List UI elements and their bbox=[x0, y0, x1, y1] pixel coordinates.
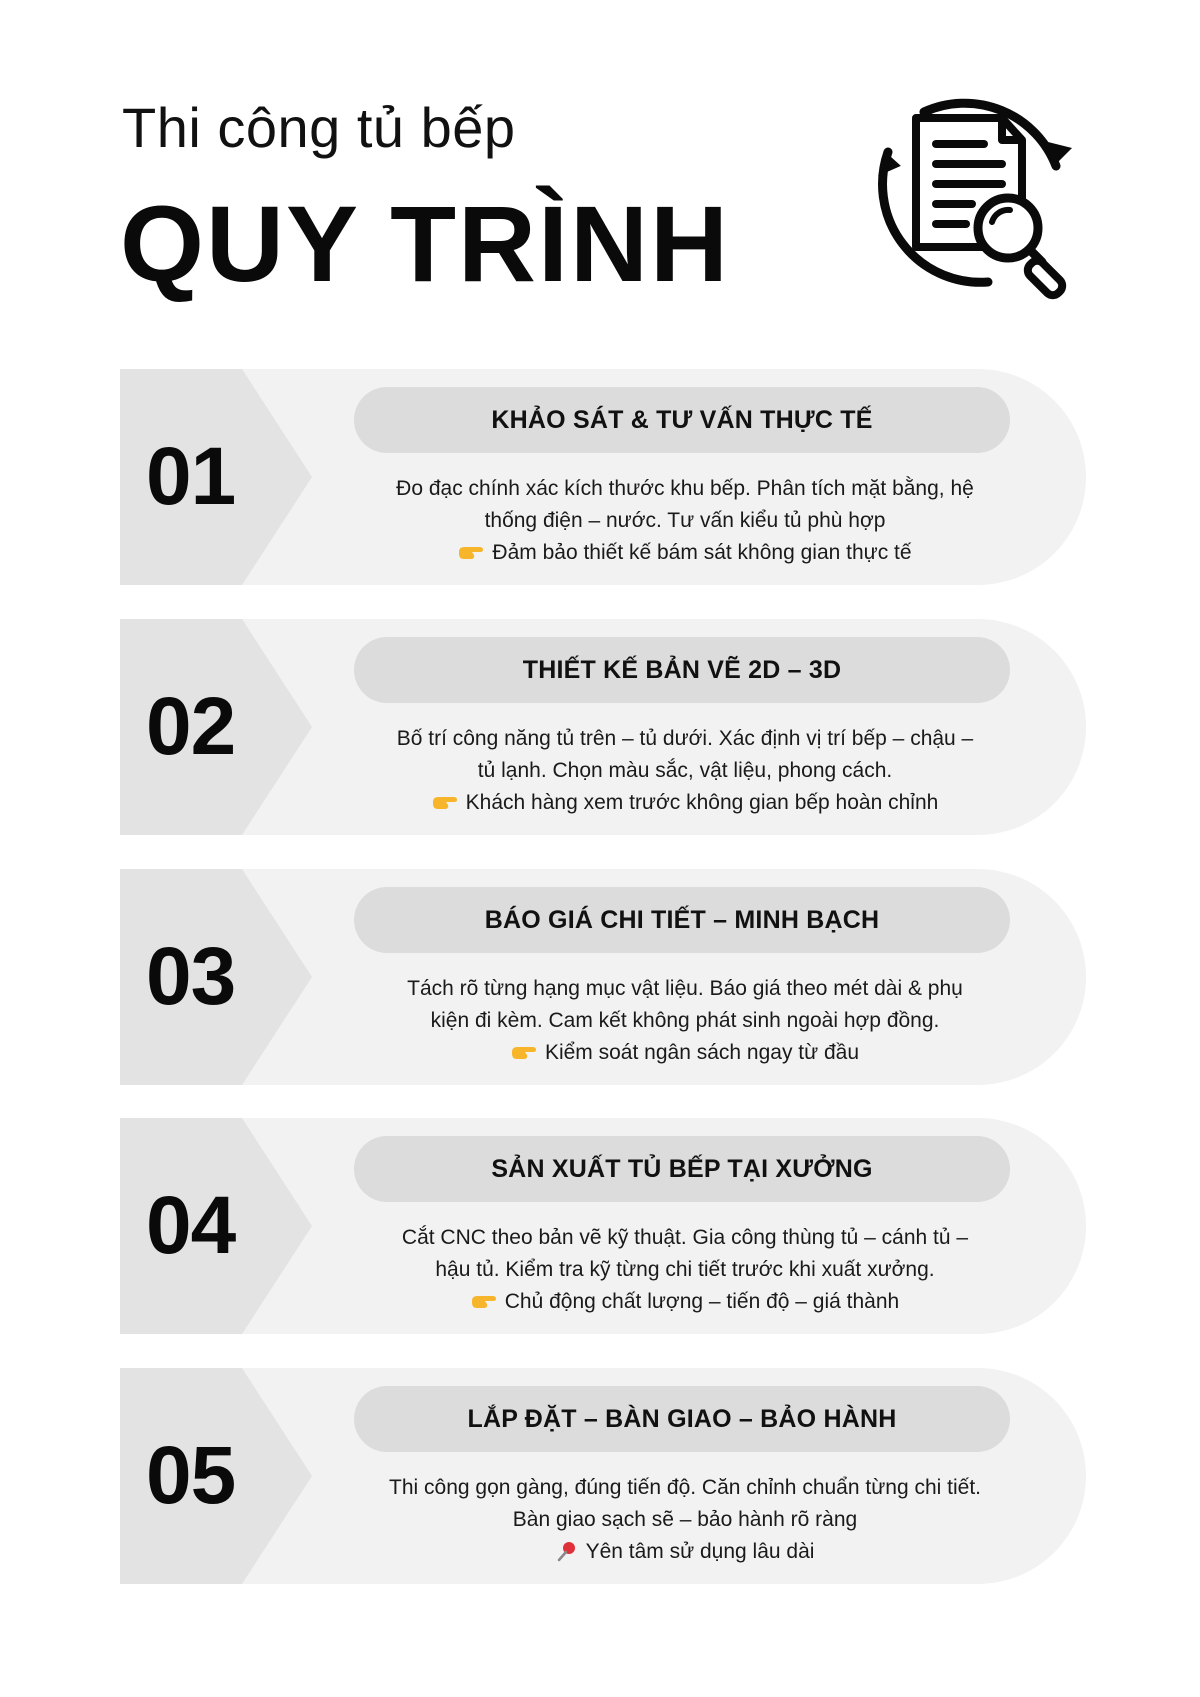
step-description bbox=[340, 973, 1030, 1069]
step-description bbox=[340, 1472, 1030, 1568]
description-line: Tách rõ từng hạng mục vật liệu. Báo giá theo mét dài & phụ bbox=[407, 977, 963, 1000]
highlight-text: Khách hàng xem trước không gian bếp hoàn chỉnh bbox=[465, 791, 939, 814]
pointing-hand-icon bbox=[511, 1043, 537, 1063]
description-line: Bố trí công năng tủ trên – tủ dưới. Xác định vị trí bếp – chậu – bbox=[396, 727, 974, 750]
highlight-text: Kiểm soát ngân sách ngay từ đầu bbox=[544, 1041, 860, 1064]
step-2 bbox=[120, 619, 1086, 835]
highlight-line bbox=[340, 537, 1030, 569]
highlight-line bbox=[340, 1536, 1030, 1568]
step-title: SẢN XUẤT TỦ BẾP TẠI XƯỞNG bbox=[354, 1136, 1010, 1202]
step-1 bbox=[120, 369, 1086, 585]
step-description bbox=[340, 723, 1030, 819]
description-line: thống điện – nước. Tư vấn kiểu tủ phù hợp bbox=[484, 509, 886, 532]
step-description bbox=[340, 473, 1030, 569]
pointing-hand-icon bbox=[471, 1292, 497, 1312]
description-line: tủ lạnh. Chọn màu sắc, vật liệu, phong cách. bbox=[477, 759, 893, 782]
step-number: 02 bbox=[146, 681, 236, 772]
pointing-hand-icon bbox=[432, 793, 458, 813]
step-number: 04 bbox=[146, 1180, 236, 1271]
description-line: Bàn giao sạch sẽ – bảo hành rõ ràng bbox=[512, 1508, 858, 1531]
page-title: QUY TRÌNH bbox=[120, 183, 731, 304]
pointing-hand-icon bbox=[458, 543, 484, 563]
step-number: 01 bbox=[146, 431, 236, 522]
step-4 bbox=[120, 1118, 1086, 1334]
step-number: 05 bbox=[146, 1430, 236, 1521]
step-number: 03 bbox=[146, 931, 236, 1022]
step-description bbox=[340, 1222, 1030, 1318]
highlight-text: Chủ động chất lượng – tiến độ – giá thành bbox=[504, 1290, 900, 1313]
step-3 bbox=[120, 869, 1086, 1085]
step-title: KHẢO SÁT & TƯ VẤN THỰC TẾ bbox=[354, 387, 1010, 453]
pushpin-icon bbox=[556, 1540, 578, 1562]
header-subtitle: Thi công tủ bếp bbox=[122, 96, 516, 159]
highlight-text: Yên tâm sử dụng lâu dài bbox=[585, 1540, 815, 1563]
description-line: Thi công gọn gàng, đúng tiến độ. Căn chỉnh chuẩn từng chi tiết. bbox=[389, 1476, 981, 1499]
step-title: THIẾT KẾ BẢN VẼ 2D – 3D bbox=[354, 637, 1010, 703]
description-line: kiện đi kèm. Cam kết không phát sinh ngoài hợp đồng. bbox=[430, 1009, 940, 1032]
highlight-line bbox=[340, 1286, 1030, 1318]
description-line: hậu tủ. Kiểm tra kỹ từng chi tiết trước khi xuất xưởng. bbox=[435, 1258, 935, 1281]
highlight-line bbox=[340, 787, 1030, 819]
description-line: Cắt CNC theo bản vẽ kỹ thuật. Gia công thùng tủ – cánh tủ – bbox=[401, 1226, 969, 1249]
step-title: BÁO GIÁ CHI TIẾT – MINH BẠCH bbox=[354, 887, 1010, 953]
description-line: Đo đạc chính xác kích thước khu bếp. Phân tích mặt bằng, hệ bbox=[396, 477, 974, 500]
step-title: LẮP ĐẶT – BÀN GIAO – BẢO HÀNH bbox=[354, 1386, 1010, 1452]
highlight-text: Đảm bảo thiết kế bám sát không gian thực tế bbox=[492, 541, 912, 564]
step-5 bbox=[120, 1368, 1086, 1584]
highlight-line bbox=[340, 1037, 1030, 1069]
